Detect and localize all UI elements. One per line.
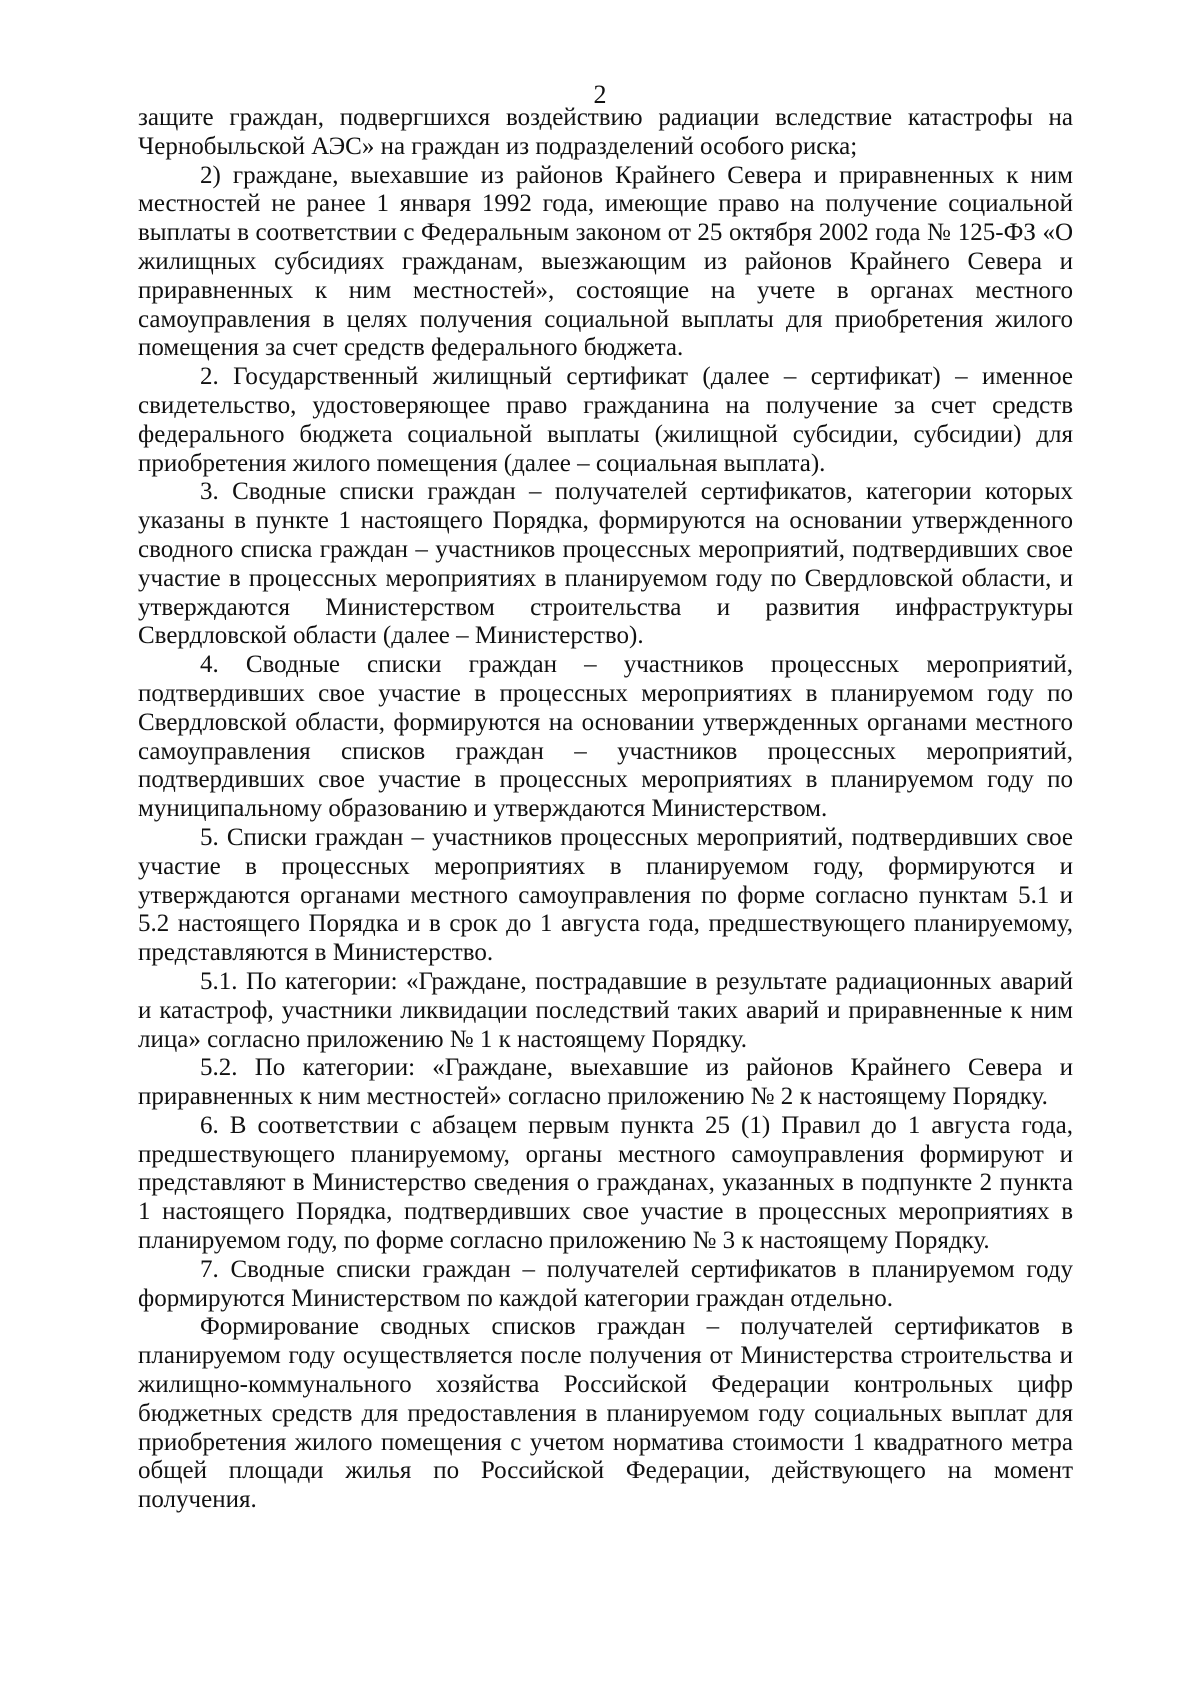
- paragraph-section-4-participant-lists: 4. Сводные списки граждан – участников процессных мероприятий, подтвердивших свое участие в процессных мероприятиях в планируемом году по Свердловской области, формируются на основании утвержденных органами местного самоуправления списков граждан – участников процессных мероприятий, подтвердивших свое участие в процессных мероприятиях в планируемом году по муниципальному образованию и утверждаются Министерством.: [138, 651, 1073, 823]
- paragraph-formation-conditions: Формирование сводных списков граждан – получателей сертификатов в планируемом году осуществляется после получения от Министерства строительства и жилищно-коммунального хозяйства Российской Федерации контрольных цифр бюджетных средств для предоставления в планируемом году социальных выплат для приобретения жилого помещения с учетом норматива стоимости 1 квадратного метра общей площади жилья по Российской Федерации, действующего на момент получения.: [138, 1313, 1073, 1514]
- paragraph-section-3-consolidated-lists: 3. Сводные списки граждан – получателей сертификатов, категории которых указаны в пункте 1 настоящего Порядка, формируются на основании утвержденного сводного списка граждан – участников процессных мероприятий, подтвердивших свое участие в процессных мероприятиях в планируемом году по Свердловской области, и утверждаются Министерством строительства и развития инфраструктуры Свердловской области (далее – Министерство).: [138, 478, 1073, 650]
- page-number: 2: [593, 80, 607, 109]
- paragraph-section-7-ministry-lists: 7. Сводные списки граждан – получателей сертификатов в планируемом году формируются Министерством по каждой категории граждан отдельно.: [138, 1255, 1073, 1312]
- paragraph-continuation: защите граждан, подвергшихся воздействию радиации вследствие катастрофы на Чернобыльской АЭС» на граждан из подразделений особого риска;: [138, 104, 1073, 160]
- paragraph-section-5-local-lists: 5. Списки граждан – участников процессных мероприятий, подтвердивших свое участие в процессных мероприятиях в планируемом году, формируются и утверждаются органами местного самоуправления по форме согласно пунктам 5.1 и 5.2 настоящего Порядка и в срок до 1 августа года, предшествующего планируемому, представляются в Министерство.: [138, 823, 1073, 967]
- paragraph-section-5-2-north-category: 5.2. По категории: «Граждане, выехавшие из районов Крайнего Севера и приравненных к ним местностей» согласно приложению № 2 к настоящему Порядку.: [138, 1054, 1073, 1111]
- paragraph-section-5-1-radiation-category: 5.1. По категории: «Граждане, пострадавшие в результате радиационных аварий и катастроф, участники ликвидации последствий таких аварий и приравненные к ним лица» согласно приложению № 1 к настоящему Порядку.: [138, 967, 1073, 1053]
- document-body: [138, 104, 1073, 1515]
- paragraph-section-2-certificate-definition: 2. Государственный жилищный сертификат (далее – сертификат) – именное свидетельство, удостоверяющее право гражданина на получение за счет средств федерального бюджета социальной выплаты (жилищной субсидии, субсидии) для приобретения жилого помещения (далее – социальная выплата).: [138, 363, 1073, 477]
- paragraph-item-2-northern-regions: 2) граждане, выехавшие из районов Крайнего Севера и приравненных к ним местностей не ранее 1 января 1992 года, имеющие право на получение социальной выплаты в соответствии с Федеральным законом от 25 октября 2002 года № 125-ФЗ «О жилищных субсидиях гражданам, выезжающим из районов Крайнего Севера и приравненных к ним местностей», состоящие на учете в органах местного самоуправления в целях получения социальной выплаты для приобретения жилого помещения за счет средств федерального бюджета.: [138, 161, 1073, 362]
- paragraph-section-6-information: 6. В соответствии с абзацем первым пункта 25 (1) Правил до 1 августа года, предшествующего планируемому, органы местного самоуправления формируют и представляют в Министерство сведения о гражданах, указанных в подпункте 2 пункта 1 настоящего Порядка, подтвердивших свое участие в процессных мероприятиях в планируемом году, по форме согласно приложению № 3 к настоящему Порядку.: [138, 1111, 1073, 1255]
